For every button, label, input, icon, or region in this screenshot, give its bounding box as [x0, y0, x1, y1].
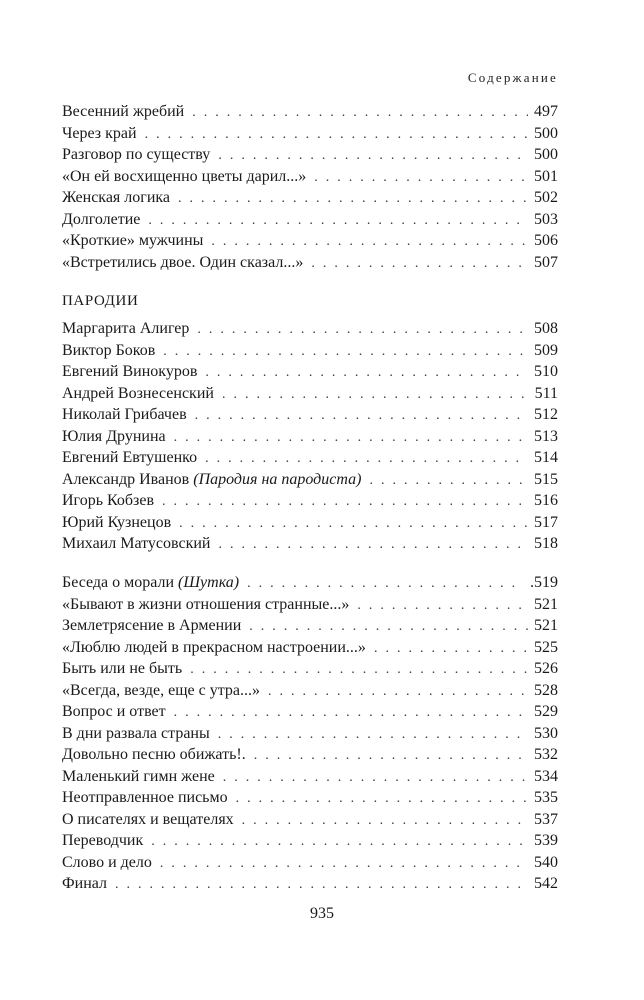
dot-leader	[163, 341, 528, 363]
toc-entry[interactable]	[62, 766, 558, 788]
entry-title	[62, 101, 184, 123]
toc-parodies-section	[62, 291, 558, 313]
entry-title	[62, 658, 182, 680]
toc-entry[interactable]	[62, 615, 558, 637]
entry-title	[62, 766, 215, 788]
entry-title-text: «Бывают в жизни отношения странные...»	[62, 595, 350, 613]
entry-page-number: 515	[534, 470, 558, 488]
entry-page-number: 510	[534, 363, 558, 380]
dot-leader	[195, 405, 528, 427]
entry-page-number: 507	[534, 253, 558, 271]
dot-leader	[160, 853, 528, 875]
dot-leader	[205, 448, 528, 470]
entry-title-text: Через край	[62, 124, 137, 142]
toc-entry[interactable]	[62, 830, 558, 852]
toc-entry[interactable]	[62, 318, 558, 340]
entry-page-number: 517	[534, 513, 558, 531]
dot-leader	[222, 384, 529, 406]
toc-entry[interactable]	[62, 252, 558, 274]
toc-entry[interactable]	[62, 701, 558, 723]
entry-title-text: Вопрос и ответ	[62, 703, 166, 720]
toc-entry[interactable]	[62, 744, 558, 766]
entry-title-text: Игорь Кобзев	[62, 492, 155, 509]
entry-title	[62, 701, 166, 723]
toc-entry[interactable]	[62, 101, 558, 123]
entry-title	[62, 447, 197, 469]
entry-title-text: В дни развала страны	[62, 724, 210, 742]
dot-leader	[218, 145, 528, 167]
entry-title-text: «Он ей восхищенно цветы дарил...»	[62, 167, 307, 185]
entry-title-text: Евгений Винокуров	[62, 363, 198, 380]
dot-leader	[311, 253, 528, 275]
toc-entry[interactable]	[62, 572, 558, 594]
toc-entry[interactable]	[62, 144, 558, 166]
entry-title	[62, 252, 303, 274]
section-heading-parodies: ПАРОДИИ	[62, 293, 139, 309]
entry-page-number: 521	[534, 617, 558, 634]
dot-leader	[162, 491, 528, 513]
toc-group-1	[62, 101, 558, 273]
dot-leader	[192, 102, 528, 124]
entry-title	[62, 404, 187, 426]
entry-title	[62, 787, 228, 809]
entry-title	[62, 318, 189, 340]
entry-page-number: 521	[534, 595, 558, 613]
toc-group-3	[62, 572, 558, 895]
entry-title-text: Юлия Друнина	[62, 427, 166, 445]
dot-leader	[314, 167, 528, 189]
entry-page-number: 537	[534, 810, 558, 828]
entry-page-number: 501	[534, 167, 558, 185]
entry-page-number: 512	[534, 406, 558, 423]
dot-leader	[174, 702, 528, 724]
entry-title-text: «Кроткие» мужчины	[62, 232, 204, 249]
dot-leader	[145, 124, 528, 146]
entry-page-number: 516	[534, 492, 558, 509]
entry-page-number: 528	[534, 681, 558, 699]
toc-entry[interactable]	[62, 361, 558, 383]
entry-title-text: Маргарита Алигер	[62, 320, 190, 337]
toc-entry[interactable]	[62, 680, 558, 702]
entry-title-text: Женская логика	[62, 189, 171, 206]
entry-title-text: «Встретились двое. Один сказал...»	[62, 253, 304, 271]
toc-entry[interactable]	[62, 723, 558, 745]
dot-leader	[357, 595, 528, 617]
entry-title-text: Маленький гимн жене	[62, 767, 215, 785]
entry-page-number: 542	[534, 875, 558, 892]
entry-page-number: 539	[534, 832, 558, 849]
entry-title-text: Слово и дело	[62, 853, 152, 871]
entry-page-number: 497	[534, 103, 558, 120]
toc-entry[interactable]	[62, 873, 558, 895]
dot-leader	[218, 534, 528, 556]
entry-note: (Пародия на пародиста)	[193, 470, 362, 488]
entry-page-number: 535	[534, 789, 558, 806]
entry-page-number: 529	[534, 703, 558, 720]
dot-leader	[249, 616, 528, 638]
dot-leader	[223, 767, 528, 789]
entry-title-text: Николай Грибачев	[62, 406, 187, 423]
running-head: Содержание	[467, 70, 558, 85]
entry-title	[62, 852, 152, 874]
entry-title	[62, 469, 361, 491]
toc-entry[interactable]	[62, 852, 558, 874]
toc-entry[interactable]	[62, 490, 558, 512]
entry-title	[62, 744, 246, 766]
entry-page-number: 500	[534, 124, 558, 142]
entry-title	[62, 340, 155, 362]
entry-page-number: 526	[534, 660, 558, 677]
toc-entry[interactable]	[62, 447, 558, 469]
entry-page-number: 514	[534, 449, 558, 466]
toc-group-parodies	[62, 318, 558, 555]
entry-page-number: 511	[534, 384, 558, 402]
toc-entry[interactable]	[62, 340, 558, 362]
entry-title-text: Довольно песню обижать!.	[62, 746, 246, 763]
entry-title-text: Виктор Боков	[62, 341, 156, 359]
entry-page-number: 518	[534, 535, 558, 552]
entry-title-text: Финал	[62, 875, 107, 892]
toc-entry[interactable]	[62, 383, 558, 405]
toc-entry[interactable]	[62, 637, 558, 659]
dot-leader	[211, 231, 528, 253]
dot-leader	[369, 470, 528, 492]
entry-title	[62, 230, 203, 252]
toc-entry[interactable]	[62, 230, 558, 252]
dot-leader	[218, 724, 528, 746]
dot-leader	[197, 319, 528, 341]
entry-title-text: Переводчик	[62, 832, 144, 849]
toc-entry[interactable]	[62, 658, 558, 680]
entry-title	[62, 426, 166, 448]
page-number: 935	[310, 905, 334, 922]
entry-title	[62, 144, 210, 166]
dot-leader	[374, 638, 528, 660]
entry-page-number: 540	[534, 853, 558, 871]
entry-title-text: Долголетие	[62, 210, 141, 228]
entry-title-text: Беседа о морали	[62, 574, 175, 591]
entry-title-text: Разговор по существу	[62, 146, 211, 163]
dot-leader	[148, 210, 528, 232]
entry-title-text: Евгений Евтушенко	[62, 449, 198, 466]
dot-leader	[254, 745, 528, 767]
entry-title-text: Весенний жребий	[62, 103, 185, 120]
entry-page-number: 534	[534, 767, 558, 785]
entry-title	[62, 572, 239, 594]
toc-entry[interactable]	[62, 404, 558, 426]
entry-title-text: Неотправленное письмо	[62, 789, 228, 806]
dot-leader	[151, 831, 528, 853]
entry-page-number: 503	[534, 210, 558, 228]
entry-title-text: «Люблю людей в прекрасном настроении...»	[62, 638, 366, 656]
entry-title	[62, 873, 107, 895]
dot-leader	[236, 788, 528, 810]
dot-leader	[268, 681, 528, 703]
dot-leader	[242, 810, 528, 832]
toc-entry[interactable]	[62, 426, 558, 448]
entry-title-text: Александр Иванов	[62, 470, 190, 488]
dot-leader	[174, 427, 528, 449]
toc-entry[interactable]	[62, 469, 558, 491]
entry-title	[62, 594, 349, 616]
entry-page-number: 525	[534, 638, 558, 656]
entry-title	[62, 123, 137, 145]
entry-title-text: Быть или не быть	[62, 660, 183, 677]
entry-title	[62, 533, 210, 555]
toc-entry[interactable]	[62, 809, 558, 831]
entry-title	[62, 512, 171, 534]
dot-leader	[179, 513, 528, 535]
entry-note: (Шутка)	[178, 574, 240, 591]
entry-title-text: «Всегда, везде, еще с утра...»	[62, 681, 261, 699]
entry-page-number: 506	[534, 232, 558, 249]
entry-page-number: 509	[534, 341, 558, 359]
entry-title	[62, 383, 214, 405]
entry-page-number: .519	[530, 574, 558, 591]
toc-entry[interactable]	[62, 512, 558, 534]
entry-page-number: 502	[534, 189, 558, 206]
entry-title	[62, 809, 234, 831]
entry-title	[62, 166, 306, 188]
entry-title-text: Землетрясение в Армении	[62, 617, 242, 634]
entry-title	[62, 830, 143, 852]
dot-leader	[205, 362, 528, 384]
entry-title	[62, 680, 260, 702]
toc-entry[interactable]	[62, 787, 558, 809]
entry-page-number: 500	[534, 146, 558, 163]
entry-page-number: 508	[534, 320, 558, 337]
toc-entry[interactable]	[62, 209, 558, 231]
entry-title-text: Юрий Кузнецов	[62, 513, 172, 531]
toc-entry[interactable]	[62, 123, 558, 145]
entry-title-text: О писателях и вещателях	[62, 810, 234, 828]
dot-leader	[115, 874, 528, 896]
toc-entry[interactable]	[62, 594, 558, 616]
entry-title	[62, 723, 210, 745]
entry-title	[62, 209, 140, 231]
entry-title	[62, 187, 170, 209]
entry-title	[62, 615, 241, 637]
dot-leader	[178, 188, 528, 210]
entry-title-text: Андрей Вознесенский	[62, 384, 214, 402]
entry-title	[62, 361, 197, 383]
entry-page-number: 532	[534, 746, 558, 763]
toc-entry[interactable]	[62, 187, 558, 209]
entry-page-number: 513	[534, 427, 558, 445]
dot-leader	[190, 659, 528, 681]
toc-entry[interactable]	[62, 166, 558, 188]
entry-title	[62, 490, 154, 512]
entry-title	[62, 637, 366, 659]
toc-entry[interactable]	[62, 533, 558, 555]
dot-leader	[247, 573, 524, 595]
entry-page-number: 530	[534, 724, 558, 742]
entry-title-text: Михаил Матусовский	[62, 535, 211, 552]
